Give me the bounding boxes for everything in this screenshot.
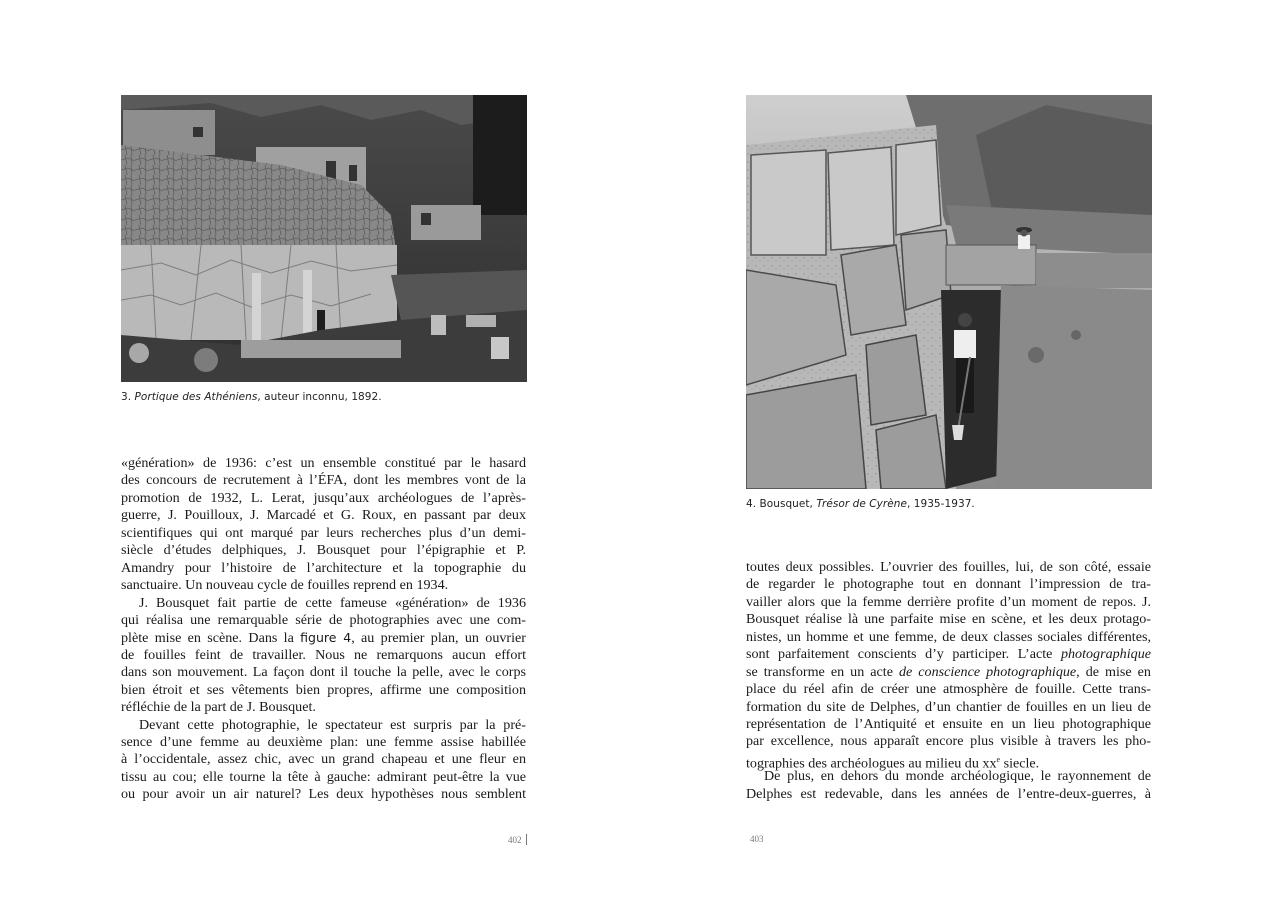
figure-3-caption — [121, 391, 382, 403]
figure-number: 3. — [121, 391, 132, 403]
folio-text: 403 — [750, 834, 764, 844]
tresor-photo-illustration — [746, 95, 1152, 489]
text-line: toutes deux possibles. L’ouvrier des fouilles, lui, de son côté, essaie — [746, 559, 1151, 575]
text-line: formation du site de Delphes, d’un chantier de fouilles en un lieu de — [746, 698, 1151, 715]
text-line: guerre, J. Pouilloux, J. Marcadé et G. Roux, en passant par deux — [121, 507, 526, 524]
portico-photo-illustration — [121, 95, 527, 382]
text-line: scientifiques qui ont marqué par leurs recherches plus d’un demi- — [121, 524, 526, 541]
figure-title: Portique des Athéniens — [134, 391, 258, 403]
text-segment: se transforme en un acte — [746, 663, 899, 680]
figure-date: , 1935-1937. — [906, 498, 975, 510]
text-line — [746, 646, 1151, 663]
text-line: «génération» de 1936: c’est un ensemble constitué par le hasard — [121, 455, 526, 471]
text-line: qui réalisa une remarquable série de photographies avec une com- — [121, 611, 526, 628]
text-segment: sont parfaitement conscients d’y participer. L’acte — [746, 646, 1061, 663]
text-line: de regarder le photographe tout en donnant l’impression de tra- — [746, 576, 1151, 593]
folio-text: 402 — [508, 835, 522, 845]
figure-4-photo — [746, 95, 1152, 489]
text-line: ou pour avoir un air naturel? Les deux hypothèses nous semblent — [121, 786, 526, 803]
text-line: bien étroit et ses vêtements bien propres, affirme une composition — [121, 681, 526, 698]
text-line: réfléchie de la part de J. Bousquet. — [121, 699, 316, 716]
text-segment: , de mise en — [1076, 663, 1151, 680]
text-line: Delphes est redevable, dans les années de l’entre-deux-guerres, à — [746, 785, 1151, 802]
page-number-left — [508, 834, 527, 845]
paragraph-start: De plus, en dehors du monde archéologique, le rayonnement de — [764, 768, 1151, 785]
text-line: sanctuaire. Un nouveau cycle de fouilles reprend en 1934. — [121, 577, 449, 594]
text-line: place du réel afin de créer une atmosphère de fouille. Cette trans- — [746, 681, 1151, 698]
figure-credit: , auteur inconnu, 1892. — [257, 391, 382, 403]
figure-3-photo — [121, 95, 527, 382]
text-line: Amandry pour l’histoire de l’architecture et la topographie du — [121, 559, 526, 576]
text-line — [746, 751, 1151, 772]
text-line — [746, 664, 1151, 681]
text-line: Bousquet réalise là une parfaite mise en scène, et les deux protago- — [746, 611, 1151, 628]
italic-term: photographique — [1060, 646, 1151, 663]
text-line: tissu au cou; elle tourne la tête à gauche: admirant peut-être la vue — [121, 768, 526, 785]
body-text-left — [121, 455, 526, 804]
paragraph-start: Devant cette photographie, le spectateur est surpris par la pré- — [139, 716, 526, 733]
text-line: de fouilles feint de travailler. Nous ne remarquons aucun effort — [121, 646, 526, 663]
text-segment: plète mise en scène. Dans la — [121, 630, 301, 647]
text-line: dans son mouvement. La façon dont il touche la pelle, avec le corps — [121, 664, 526, 681]
text-line: nistes, un homme et une femme, de deux classes sociales différentes, — [746, 628, 1151, 645]
folio-rule — [526, 834, 527, 845]
body-text-right — [746, 559, 1151, 803]
text-line: à l’occidentale, assez chic, avec un grand chapeau et une fleur en — [121, 751, 526, 768]
text-line: des concours de recrutement à l’ÉFA, dont les membres vont de la — [121, 472, 526, 489]
text-line: vailler alors que la femme derrière profite d’un moment de repos. J. — [746, 593, 1151, 610]
text-line — [121, 629, 526, 646]
figure-reference-link[interactable]: figure 4 — [300, 630, 352, 646]
text-line: représentation de l’Antiquité et ensuite en un lieu photographique — [746, 715, 1151, 732]
italic-term: de conscience photographique — [898, 663, 1077, 680]
superscript: e — [996, 754, 1001, 764]
text-segment: siecle. — [1000, 755, 1040, 772]
figure-title: Trésor de Cyrène — [816, 498, 907, 510]
figure-number: 4. — [746, 498, 757, 510]
text-line: promotion de 1932, L. Lerat, jusqu’aux archéologues de l’après- — [121, 489, 526, 506]
paragraph-start: J. Bousquet fait partie de cette fameuse «génération» de 1936 — [139, 594, 526, 611]
page-number-right — [750, 834, 764, 844]
text-segment: , au premier plan, un ouvrier — [351, 630, 526, 647]
text-line: par excellence, nous apparaît encore plus visible à travers les pho- — [746, 733, 1151, 750]
right-page — [636, 0, 1272, 904]
figure-4-caption — [746, 498, 975, 510]
text-line: sence d’une femme au deuxième plan: une femme assise habillée — [121, 734, 526, 750]
figure-author: Bousquet, — [756, 498, 817, 510]
text-segment: tographies des archéologues au milieu du xx — [746, 755, 997, 772]
text-line: siècle d’études delphiques, J. Bousquet pour l’épigraphie et P. — [121, 542, 526, 559]
